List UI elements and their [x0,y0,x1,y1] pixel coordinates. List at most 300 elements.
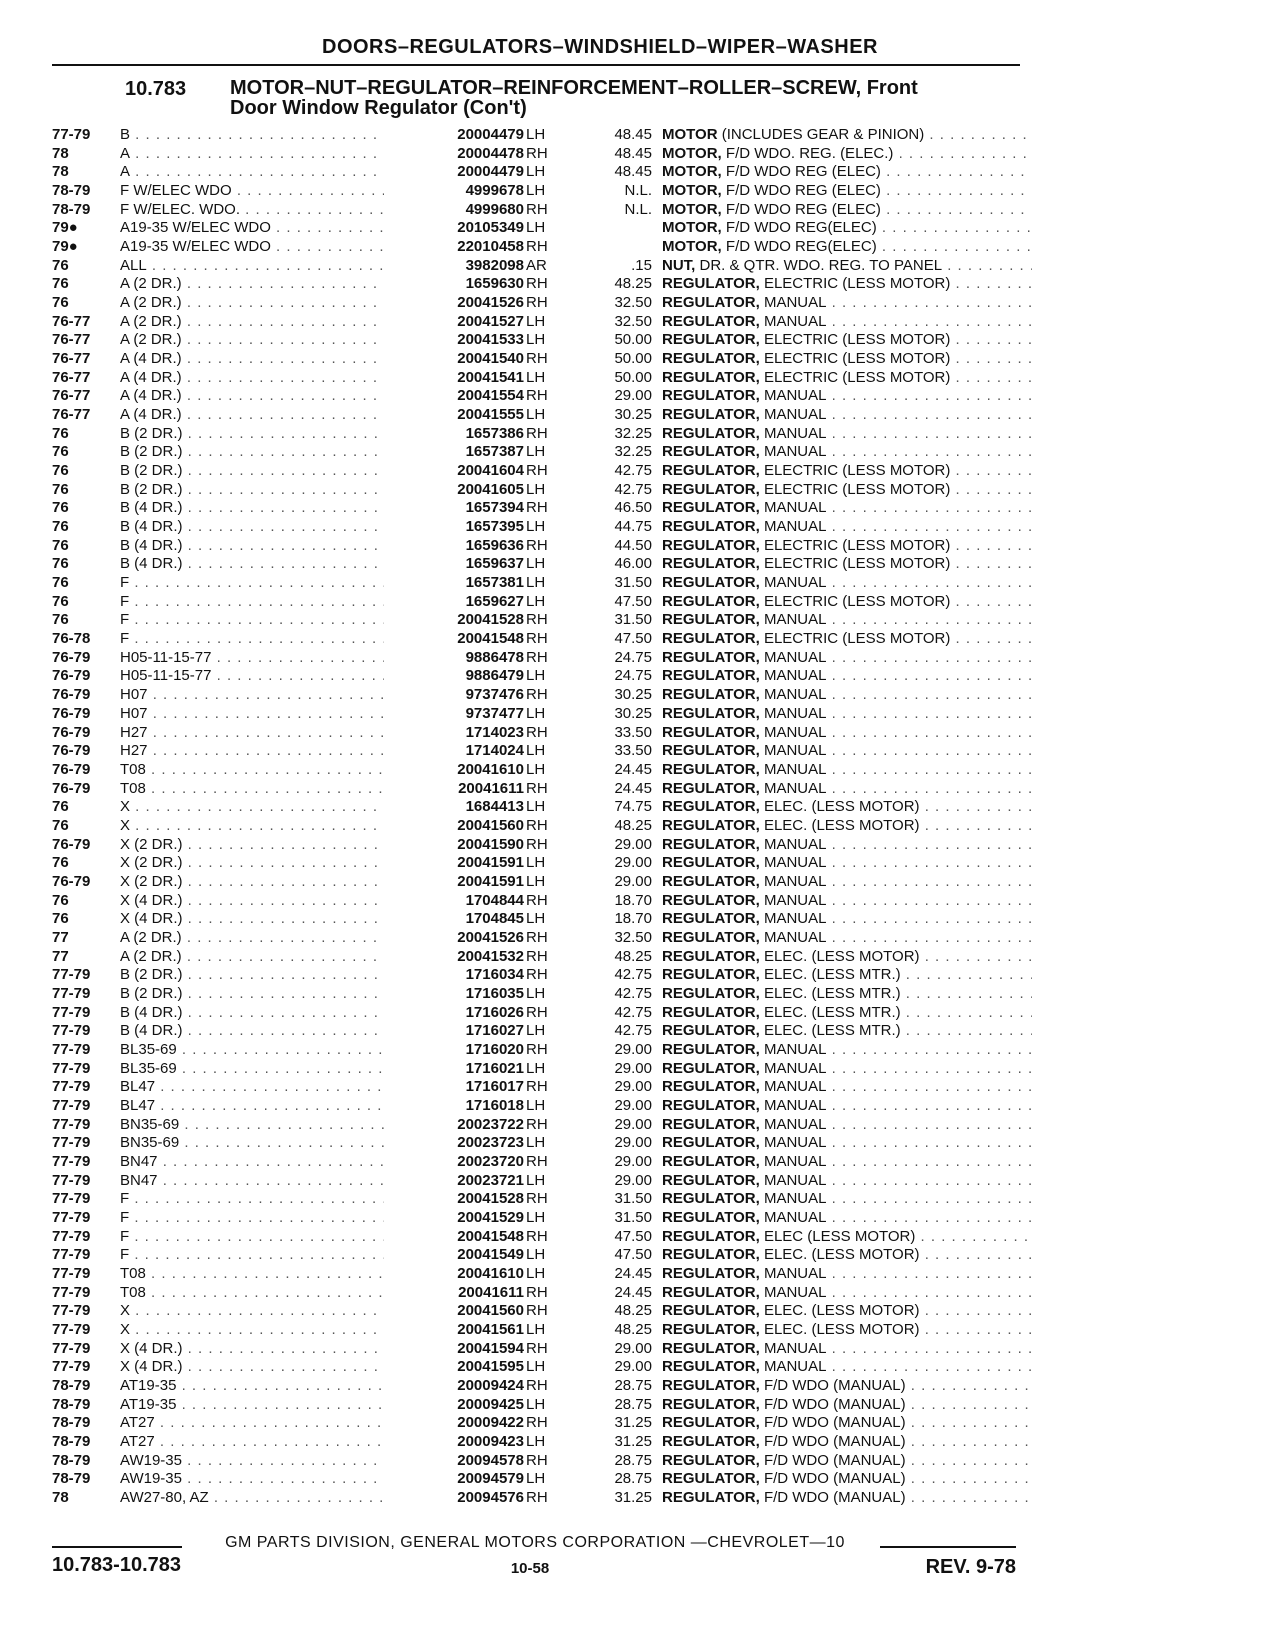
row-part-number: 20041554 [384,387,524,406]
row-model: H27 . . . [120,724,440,743]
row-model: A (2 DR.) . . . [120,313,440,332]
row-description-detail: MANUAL [759,928,827,946]
row-description-detail: ELEC. (LESS MTR.) [759,1022,901,1040]
row-description [662,145,1032,164]
row-description-keyword: REGULATOR, [662,1377,760,1395]
row-description-detail: ELECTRIC (LESS MOTOR) [759,462,951,480]
row-description [662,761,1032,780]
table-row [52,574,1020,593]
row-description-detail: ELECTRIC (LESS MOTOR) [759,592,951,610]
row-description-detail: ELEC. (LESS MOTOR) [759,1321,920,1338]
row-part-number: 1716018 [384,1097,524,1116]
row-side: LH [526,331,546,349]
row-description-keyword: MOTOR, [662,219,722,237]
row-side: LH [526,854,546,872]
table-row [52,929,1020,948]
row-description-keyword: REGULATOR, [662,1171,760,1189]
row-price: 48.45 [614,144,652,162]
row-part-number: 20004479 [384,163,524,182]
table-row [52,966,1020,985]
row-side: AR [526,256,547,274]
row-description-keyword: REGULATOR, [662,1115,760,1133]
row-description [662,1246,1032,1265]
row-description-detail: MANUAL [759,518,827,536]
row-description-keyword: REGULATOR, [662,331,760,349]
row-years: 77-79 [52,1115,91,1133]
row-description [662,742,1032,761]
row-description [662,1265,1032,1284]
row-model: F . . . [120,1190,440,1209]
row-description [662,817,1032,836]
row-description [662,518,1032,537]
row-side: LH [526,1246,546,1264]
table-row [52,611,1020,630]
row-part-number: 1657394 [384,499,524,518]
row-price: 31.50 [614,1208,652,1226]
row-part-number: 20041540 [384,350,524,369]
row-model: AT19-35 . . . [120,1377,440,1396]
row-description-keyword: REGULATOR, [662,667,760,685]
row-price: 47.50 [614,630,652,648]
row-description-keyword: REGULATOR, [662,1302,760,1320]
row-side: LH [526,219,546,237]
row-price: 42.75 [614,1022,652,1040]
table-row [52,910,1020,929]
row-years: 76 [52,294,69,312]
row-years: 76-79 [52,872,91,890]
row-years: 77-79 [52,1059,91,1077]
group-number: 10.783 [125,78,187,100]
row-model: A . . . [120,145,440,164]
row-side: LH [526,760,546,778]
row-description-keyword: NUT, [662,256,696,274]
row-description-keyword: REGULATOR, [662,1339,760,1357]
row-description [662,985,1032,1004]
row-description-detail: MANUAL [759,1171,827,1189]
row-description [662,126,1032,145]
row-description-detail: MANUAL [759,1040,827,1058]
row-part-number: 20023721 [384,1172,524,1191]
row-model: B (2 DR.) . . . [120,425,440,444]
table-row [52,443,1020,462]
row-side: LH [526,798,546,816]
row-price: 50.00 [614,368,652,386]
row-description [662,1004,1032,1023]
row-model: A (4 DR.) . . . [120,350,440,369]
row-model: AT27 . . . [120,1433,440,1452]
row-description [662,1284,1032,1303]
row-description [662,219,1032,238]
row-part-number: 20041528 [384,611,524,630]
row-description [662,313,1032,332]
row-description-detail: ELEC (LESS MOTOR) [759,1227,916,1245]
row-price: 48.25 [614,1321,652,1338]
row-description-keyword: REGULATOR, [662,1470,760,1488]
row-price: 28.75 [614,1451,652,1469]
row-description [662,182,1032,201]
row-part-number: 20041548 [384,630,524,649]
row-description-keyword: REGULATOR, [662,1059,760,1077]
row-description-keyword: REGULATOR, [662,294,760,312]
row-side: RH [526,424,548,442]
row-description-detail: F/D WDO. REG. (ELEC.) [721,144,894,162]
row-years: 76-77 [52,368,91,386]
row-part-number: 20041605 [384,481,524,500]
row-description-keyword: REGULATOR, [662,1264,760,1282]
row-part-number: 20041604 [384,462,524,481]
table-row [52,537,1020,556]
row-description-detail: F/D WDO REG(ELEC) [721,238,877,256]
row-price: 50.00 [614,350,652,368]
table-row [52,1060,1020,1079]
row-description-detail: MANUAL [759,686,827,704]
row-description-keyword: REGULATOR, [662,872,760,890]
row-model: AW27-80, AZ . . . [120,1489,440,1508]
row-years: 77-79 [52,1078,91,1096]
row-part-number: 1659627 [384,593,524,612]
row-price: 24.45 [614,779,652,797]
row-description [662,350,1032,369]
row-description-detail: ELECTRIC (LESS MOTOR) [759,368,951,386]
row-description [662,836,1032,855]
row-model: B (2 DR.) . . . [120,443,440,462]
row-part-number: 20105349 [384,219,524,238]
row-part-number: 1704845 [384,910,524,929]
row-part-number: 20009424 [384,1377,524,1396]
row-price: 50.00 [614,331,652,349]
row-price: 48.45 [614,163,652,181]
row-description [662,892,1032,911]
row-years: 77-79 [52,126,91,143]
row-description-detail: F/D WDO (MANUAL) [759,1377,906,1395]
row-price: 46.50 [614,499,652,517]
row-model: H27 . . . [120,742,440,761]
row-side: RH [526,835,548,853]
row-part-number: 20009422 [384,1414,524,1433]
table-row [52,481,1020,500]
row-side: LH [526,1264,546,1282]
row-part-number: 1716017 [384,1078,524,1097]
table-row [52,350,1020,369]
row-price: 48.25 [614,275,652,293]
row-years: 77-79 [52,1171,91,1189]
row-years: 78-79 [52,1414,91,1432]
row-part-number: 20041591 [384,873,524,892]
row-description-detail: MANUAL [759,723,827,741]
row-years: 76 [52,275,69,293]
row-description-keyword: MOTOR, [662,163,722,181]
table-row [52,1190,1020,1209]
row-price: .15 [631,256,652,274]
row-side: RH [526,723,548,741]
row-model: T08 . . . [120,780,440,799]
row-years: 77-79 [52,1003,91,1021]
row-description-detail: F/D WDO REG(ELEC) [721,219,877,237]
row-description-detail: F/D WDO (MANUAL) [759,1433,906,1451]
row-years: 78 [52,144,69,162]
row-description [662,1097,1032,1116]
row-description [662,910,1032,929]
row-model: X . . . [120,798,440,817]
row-description-detail: MANUAL [759,704,827,722]
row-description-detail: MANUAL [759,1264,827,1282]
row-description-keyword: REGULATOR, [662,462,760,480]
row-side: RH [526,1152,548,1170]
row-side: LH [526,1059,546,1077]
row-price: 28.75 [614,1470,652,1488]
row-description-detail: ELEC. (LESS MOTOR) [759,816,920,834]
row-part-number: 9886478 [384,649,524,668]
row-price: 24.75 [614,667,652,685]
row-description-detail: F/D WDO (MANUAL) [759,1395,906,1413]
footer-rule-right [880,1546,1016,1548]
row-description-detail: ELEC. (LESS MOTOR) [759,1302,920,1320]
table-row [52,1414,1020,1433]
row-years: 76-79 [52,835,91,853]
row-price: 31.25 [614,1433,652,1451]
row-side: RH [526,536,548,554]
row-years: 76-79 [52,704,91,722]
row-price: 47.50 [614,1227,652,1245]
row-description [662,854,1032,873]
row-description [662,201,1032,220]
table-row [52,145,1020,164]
table-row [52,948,1020,967]
table-row [52,892,1020,911]
row-description-keyword: REGULATOR, [662,891,760,909]
row-description [662,1377,1032,1396]
table-row [52,1134,1020,1153]
row-model: B (4 DR.) . . . [120,537,440,556]
row-price: 48.25 [614,947,652,965]
table-row [52,1097,1020,1116]
row-description [662,294,1032,313]
row-price: 32.50 [614,928,652,946]
row-part-number: 1657387 [384,443,524,462]
table-row [52,873,1020,892]
row-model: A (2 DR.) . . . [120,331,440,350]
row-description-keyword: REGULATOR, [662,1190,760,1208]
row-years: 78-79 [52,1377,91,1395]
row-side: RH [526,200,548,218]
row-part-number: 20004479 [384,126,524,145]
row-description-detail: MANUAL [759,854,827,872]
table-row [52,1116,1020,1135]
row-model: B (2 DR.) . . . [120,966,440,985]
row-description [662,481,1032,500]
row-model: X (2 DR.) . . . [120,854,440,873]
row-years: 76 [52,854,69,872]
row-price: 32.50 [614,312,652,330]
table-row [52,854,1020,873]
row-model: A (4 DR.) . . . [120,387,440,406]
row-description-keyword: REGULATOR, [662,1022,760,1040]
row-model: BN47 . . . [120,1172,440,1191]
row-side: LH [526,443,546,461]
row-years: 76 [52,443,69,461]
row-model: B (2 DR.) . . . [120,462,440,481]
row-side: RH [526,387,548,405]
row-side: LH [526,1134,546,1152]
row-description-keyword: REGULATOR, [662,816,760,834]
row-years: 76-77 [52,387,91,405]
row-part-number: 1659630 [384,275,524,294]
row-description [662,574,1032,593]
table-row [52,1470,1020,1489]
row-description-keyword: REGULATOR, [662,1433,760,1451]
row-description [662,593,1032,612]
row-description [662,1321,1032,1340]
row-description-keyword: REGULATOR, [662,1040,760,1058]
row-side: RH [526,1003,548,1021]
row-price: 31.50 [614,611,652,629]
footer-rule-left [52,1546,182,1548]
row-part-number: 1714024 [384,742,524,761]
table-row [52,1209,1020,1228]
row-part-number: 20009425 [384,1396,524,1415]
row-description-keyword: REGULATOR, [662,1395,760,1413]
row-side: LH [526,555,546,573]
row-years: 76 [52,424,69,442]
row-part-number: 20041611 [384,1284,524,1303]
table-row [52,667,1020,686]
row-side: RH [526,1078,548,1096]
row-description [662,1489,1032,1508]
row-years: 78-79 [52,200,91,218]
row-years: 77-79 [52,1321,91,1338]
table-row [52,817,1020,836]
row-years: 78 [52,163,69,181]
row-description [662,1470,1032,1489]
row-model: H05-11-15-77 . . . [120,667,440,686]
table-row [52,985,1020,1004]
row-side: LH [526,406,546,424]
row-side: LH [526,163,546,181]
row-description-keyword: REGULATOR, [662,1451,760,1469]
row-description [662,1060,1032,1079]
row-model: BN35-69 . . . [120,1134,440,1153]
row-side: RH [526,499,548,517]
row-description-keyword: REGULATOR, [662,779,760,797]
row-years: 77-79 [52,1190,91,1208]
row-price: 33.50 [614,742,652,760]
row-part-number: 20041541 [384,369,524,388]
row-description [662,387,1032,406]
table-row [52,1228,1020,1247]
row-part-number: 1716026 [384,1004,524,1023]
row-model: X . . . [120,1321,440,1340]
row-side: LH [526,574,546,592]
row-description-keyword: REGULATOR, [662,686,760,704]
row-years: 77-79 [52,1152,91,1170]
footer-group-range: 10.783-10.783 [52,1554,182,1576]
row-description [662,499,1032,518]
table-row [52,649,1020,668]
row-description-keyword: REGULATOR, [662,1321,760,1338]
row-price: 44.75 [614,518,652,536]
row-description [662,1228,1032,1247]
row-model: A (2 DR.) . . . [120,948,440,967]
row-description [662,873,1032,892]
row-price: 42.75 [614,462,652,480]
row-description-detail: MANUAL [759,1358,827,1376]
table-row [52,126,1020,145]
row-price: 24.45 [614,760,652,778]
row-price: 28.75 [614,1377,652,1395]
row-description-keyword: REGULATOR, [662,387,760,405]
row-part-number: 20041526 [384,294,524,313]
row-description-detail: MANUAL [759,891,827,909]
row-description-keyword: REGULATOR, [662,592,760,610]
row-description-detail: MANUAL [759,835,827,853]
row-side: LH [526,182,546,200]
row-model: B (2 DR.) . . . [120,985,440,1004]
row-years: 77 [52,947,69,965]
row-description [662,1172,1032,1191]
row-part-number: 20094579 [384,1470,524,1489]
row-part-number: 1659637 [384,555,524,574]
row-description-detail: ELECTRIC (LESS MOTOR) [759,331,951,349]
row-years: 76 [52,462,69,480]
row-model: X (4 DR.) . . . [120,1358,440,1377]
row-side: LH [526,704,546,722]
row-side: LH [526,1433,546,1451]
row-description-keyword: REGULATOR, [662,406,760,424]
row-side: LH [526,667,546,685]
row-years: 76 [52,592,69,610]
table-row [52,593,1020,612]
row-part-number: 20041595 [384,1358,524,1377]
row-model: F . . . [120,1246,440,1265]
row-years: 76-79 [52,667,91,685]
row-price: 30.25 [614,704,652,722]
row-side: LH [526,126,546,143]
row-years: 76 [52,480,69,498]
row-side: RH [526,1190,548,1208]
row-part-number: 20041533 [384,331,524,350]
row-side: RH [526,275,548,293]
group-title-line1: MOTOR–NUT–REGULATOR–REINFORCEMENT–ROLLER–SCREW, Front [230,77,918,99]
row-description-detail: MANUAL [759,1115,827,1133]
row-model: A (4 DR.) . . . [120,406,440,425]
row-description [662,1340,1032,1359]
row-years: 77-79 [52,984,91,1002]
table-row [52,686,1020,705]
table-row [52,294,1020,313]
row-description-keyword: REGULATOR, [662,424,760,442]
row-years: 77-79 [52,1339,91,1357]
row-model: BL47 . . . [120,1078,440,1097]
row-description [662,1452,1032,1471]
footer-revision: REV. 9-78 [925,1556,1016,1578]
table-row [52,1284,1020,1303]
row-description-detail: ELEC. (LESS MTR.) [759,966,901,984]
row-side: RH [526,350,548,368]
row-side: LH [526,1022,546,1040]
row-part-number: 9737476 [384,686,524,705]
row-part-number: 20023722 [384,1116,524,1135]
row-description-keyword: REGULATOR, [662,854,760,872]
table-row [52,425,1020,444]
row-description-detail: MANUAL [759,1339,827,1357]
row-description-detail: F/D WDO (MANUAL) [759,1489,906,1507]
row-description-detail: MANUAL [759,499,827,517]
row-price: 48.25 [614,816,652,834]
row-part-number: 9737477 [384,705,524,724]
row-years: 76-77 [52,331,91,349]
row-description-detail: F/D WDO REG (ELEC) [721,182,881,200]
row-part-number: 20041590 [384,836,524,855]
